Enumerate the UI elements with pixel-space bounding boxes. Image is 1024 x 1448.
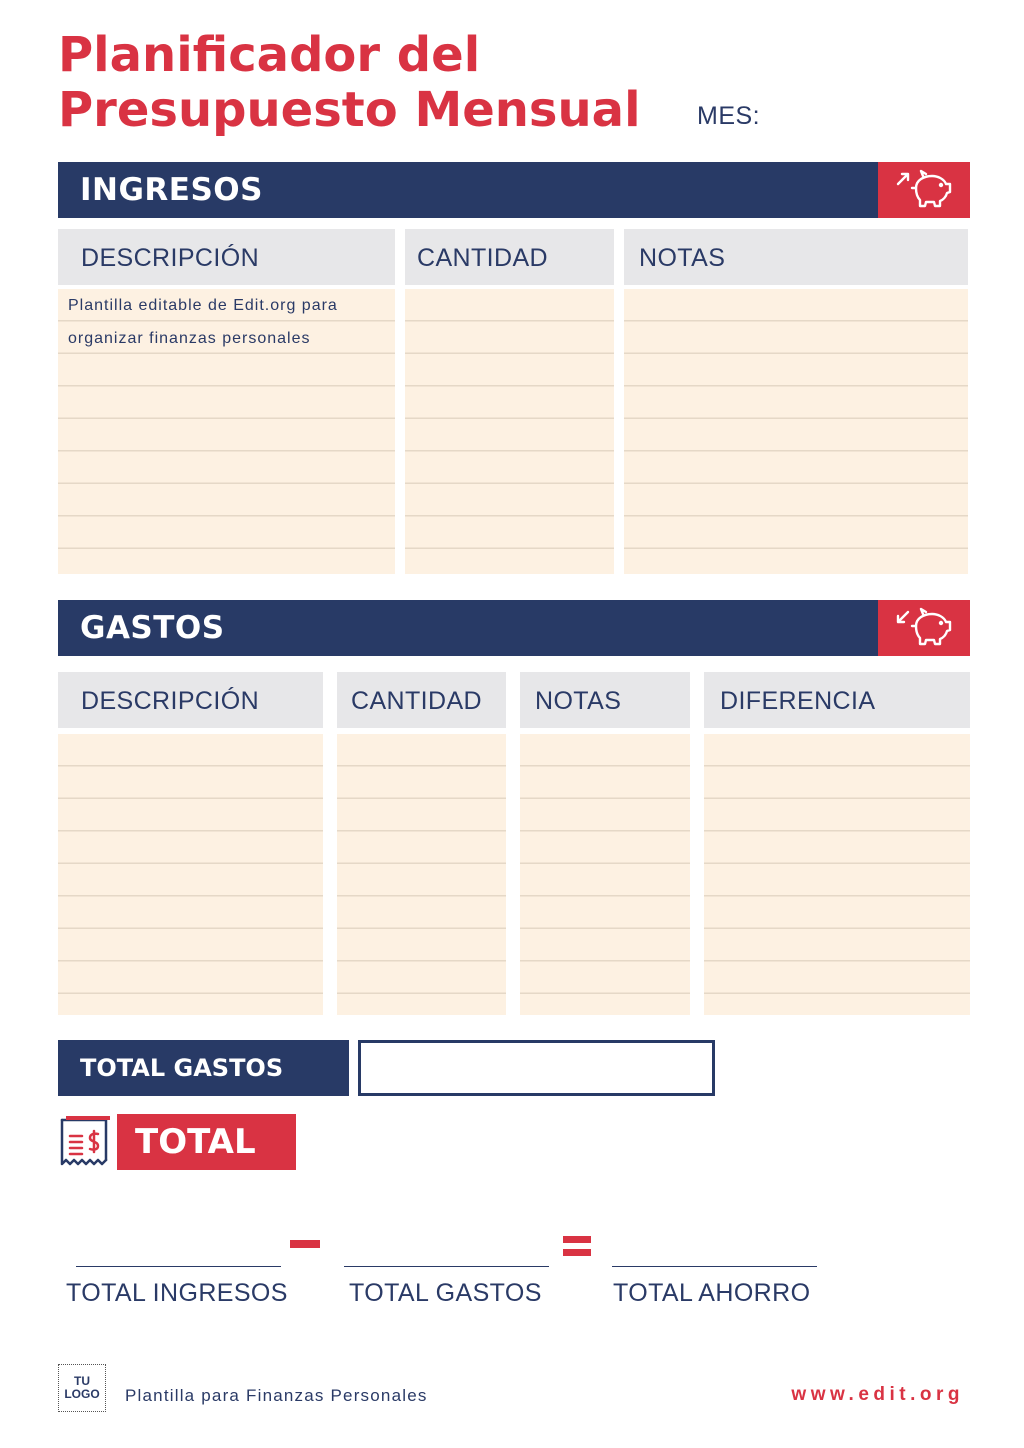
logo-placeholder [58, 1364, 106, 1412]
gastos-section-header [58, 600, 970, 656]
gastos-heading: GASTOS [80, 610, 225, 646]
total-gastos-field[interactable] [358, 1040, 715, 1096]
gastos-descripcion-column[interactable] [58, 734, 323, 1015]
month-label: MES: [697, 102, 761, 130]
gastos-col-notas: NOTAS [520, 672, 690, 728]
ingresos-row-2-descripcion[interactable]: organizar finanzas personales [68, 330, 311, 347]
gastos-diferencia-column[interactable] [704, 734, 970, 1015]
minus-sign [290, 1240, 320, 1248]
gastos-col-cantidad: CANTIDAD [337, 672, 506, 728]
total-ahorro-line[interactable] [612, 1266, 817, 1267]
total-label: TOTAL [117, 1114, 296, 1170]
total-ingresos-line[interactable] [76, 1266, 281, 1267]
ingresos-notas-column[interactable] [624, 289, 968, 574]
piggy-bank-out-icon [878, 600, 970, 656]
page-title-line1: Planificador del [58, 27, 481, 83]
piggy-bank-in-icon [878, 162, 970, 218]
page-title [58, 28, 641, 138]
equals-sign-top [563, 1236, 591, 1243]
receipt-dollar-icon [58, 1114, 112, 1170]
total-gastos-label: TOTAL GASTOS [58, 1040, 349, 1096]
ingresos-col-descripcion: DESCRIPCIÓN [58, 229, 395, 285]
total-ahorro-label: TOTAL AHORRO [613, 1279, 811, 1307]
ingresos-col-notas: NOTAS [624, 229, 968, 285]
gastos-cantidad-column[interactable] [337, 734, 506, 1015]
gastos-col-diferencia: DIFERENCIA [704, 672, 970, 728]
total-ingresos-label: TOTAL INGRESOS [66, 1279, 288, 1307]
ingresos-cantidad-column[interactable] [405, 289, 614, 574]
ingresos-section-header [58, 162, 970, 218]
equals-sign-bottom [563, 1249, 591, 1256]
gastos-notas-column[interactable] [520, 734, 690, 1015]
ingresos-col-cantidad: CANTIDAD [405, 229, 614, 285]
total-gastos-line[interactable] [344, 1266, 549, 1267]
footer-text: Plantilla para Finanzas Personales [125, 1386, 428, 1405]
ingresos-row-1-descripcion[interactable]: Plantilla editable de Edit.org para [68, 297, 338, 314]
footer-url[interactable]: www.edit.org [791, 1384, 964, 1405]
gastos-col-descripcion: DESCRIPCIÓN [58, 672, 323, 728]
ingresos-heading: INGRESOS [80, 172, 263, 208]
logo-text-line2: LOGO [64, 1387, 100, 1401]
logo-text-line1: TU [74, 1374, 90, 1388]
total-gastos-summary-label: TOTAL GASTOS [349, 1279, 542, 1307]
page-title-line2: Presupuesto Mensual [58, 82, 641, 138]
ingresos-descripcion-column[interactable] [58, 289, 395, 574]
